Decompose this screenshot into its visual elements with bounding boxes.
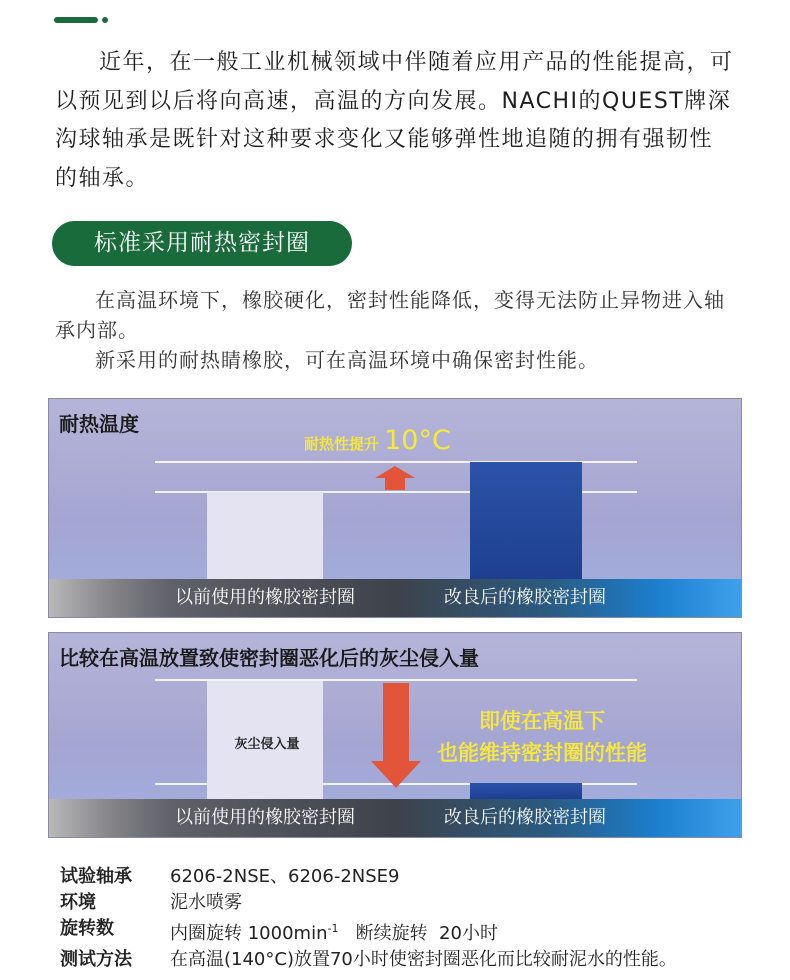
spec-key: 旋转数 (60, 918, 114, 939)
test-spec-table (60, 864, 677, 973)
label-previous-seal: 以前使用的橡胶密封圈 (175, 807, 355, 828)
label-improved-seal: 改良后的橡胶密封圈 (444, 807, 606, 828)
intro-paragraph: 近年，在一般工业机械领域中伴随着应用产品的性能提高，可以预见到以后将向高速，高温的方向发展。NACHI的QUEST牌深沟球轴承是既针对这种要求变化又能够弹性地追随的拥有强韧性的轴承。 (55, 50, 734, 191)
annotation-value: 10°C (384, 425, 451, 456)
spec-value: 泥水喷雾 (170, 892, 242, 913)
spec-value-sup: -1 (327, 922, 339, 935)
up-arrow-icon (375, 466, 415, 490)
spec-row (60, 864, 677, 890)
spec-row (60, 947, 677, 973)
improved-seal-bar (470, 462, 582, 580)
paragraph-2: 新采用的耐热睛橡胶，可在高温环境中确保密封性能。 (95, 348, 599, 372)
spec-key: 环境 (60, 892, 96, 913)
spec-value: 在高温(140°C)放置70小时使密封圈恶化而比较耐泥水的性能。 (170, 949, 677, 970)
spec-key: 试验轴承 (60, 866, 132, 887)
spec-row (60, 890, 677, 916)
dust-intrusion-chart (48, 632, 742, 838)
message-line-1: 即使在高温下 (479, 709, 605, 733)
previous-seal-bar (207, 492, 323, 580)
heat-resistance-chart (48, 398, 742, 618)
annotation-prefix: 耐热性提升 (304, 435, 380, 453)
label-improved-seal: 改良后的橡胶密封圈 (444, 587, 606, 608)
improved-seal-dust-bar (470, 783, 582, 799)
dust-bar-label: 灰尘侵入量 (234, 737, 300, 752)
spec-row (60, 916, 677, 947)
spec-value: 6206-2NSE、6206-2NSE9 (170, 866, 400, 887)
panel-title: 比较在高温放置致使密封圈恶化后的灰尘侵入量 (59, 646, 479, 670)
performance-message (397, 705, 687, 769)
message-line-2: 也能维持密封圈的性能 (437, 741, 647, 765)
spec-value (170, 916, 498, 947)
spec-value-b: 断续旋转 20小时 (338, 923, 498, 944)
section-title-pill: 标准采用耐热密封圈 (52, 221, 352, 266)
panel-title: 耐热温度 (59, 412, 139, 436)
spec-key: 测试方法 (60, 949, 132, 970)
paragraph-1: 在高温环境下，橡胶硬化，密封性能降低，变得无法防止异物进入轴承内部。 (55, 288, 725, 342)
label-previous-seal: 以前使用的橡胶密封圈 (175, 587, 355, 608)
heat-increase-annotation (304, 425, 451, 456)
spec-value-a: 内圈旋转 1000min (170, 923, 328, 944)
